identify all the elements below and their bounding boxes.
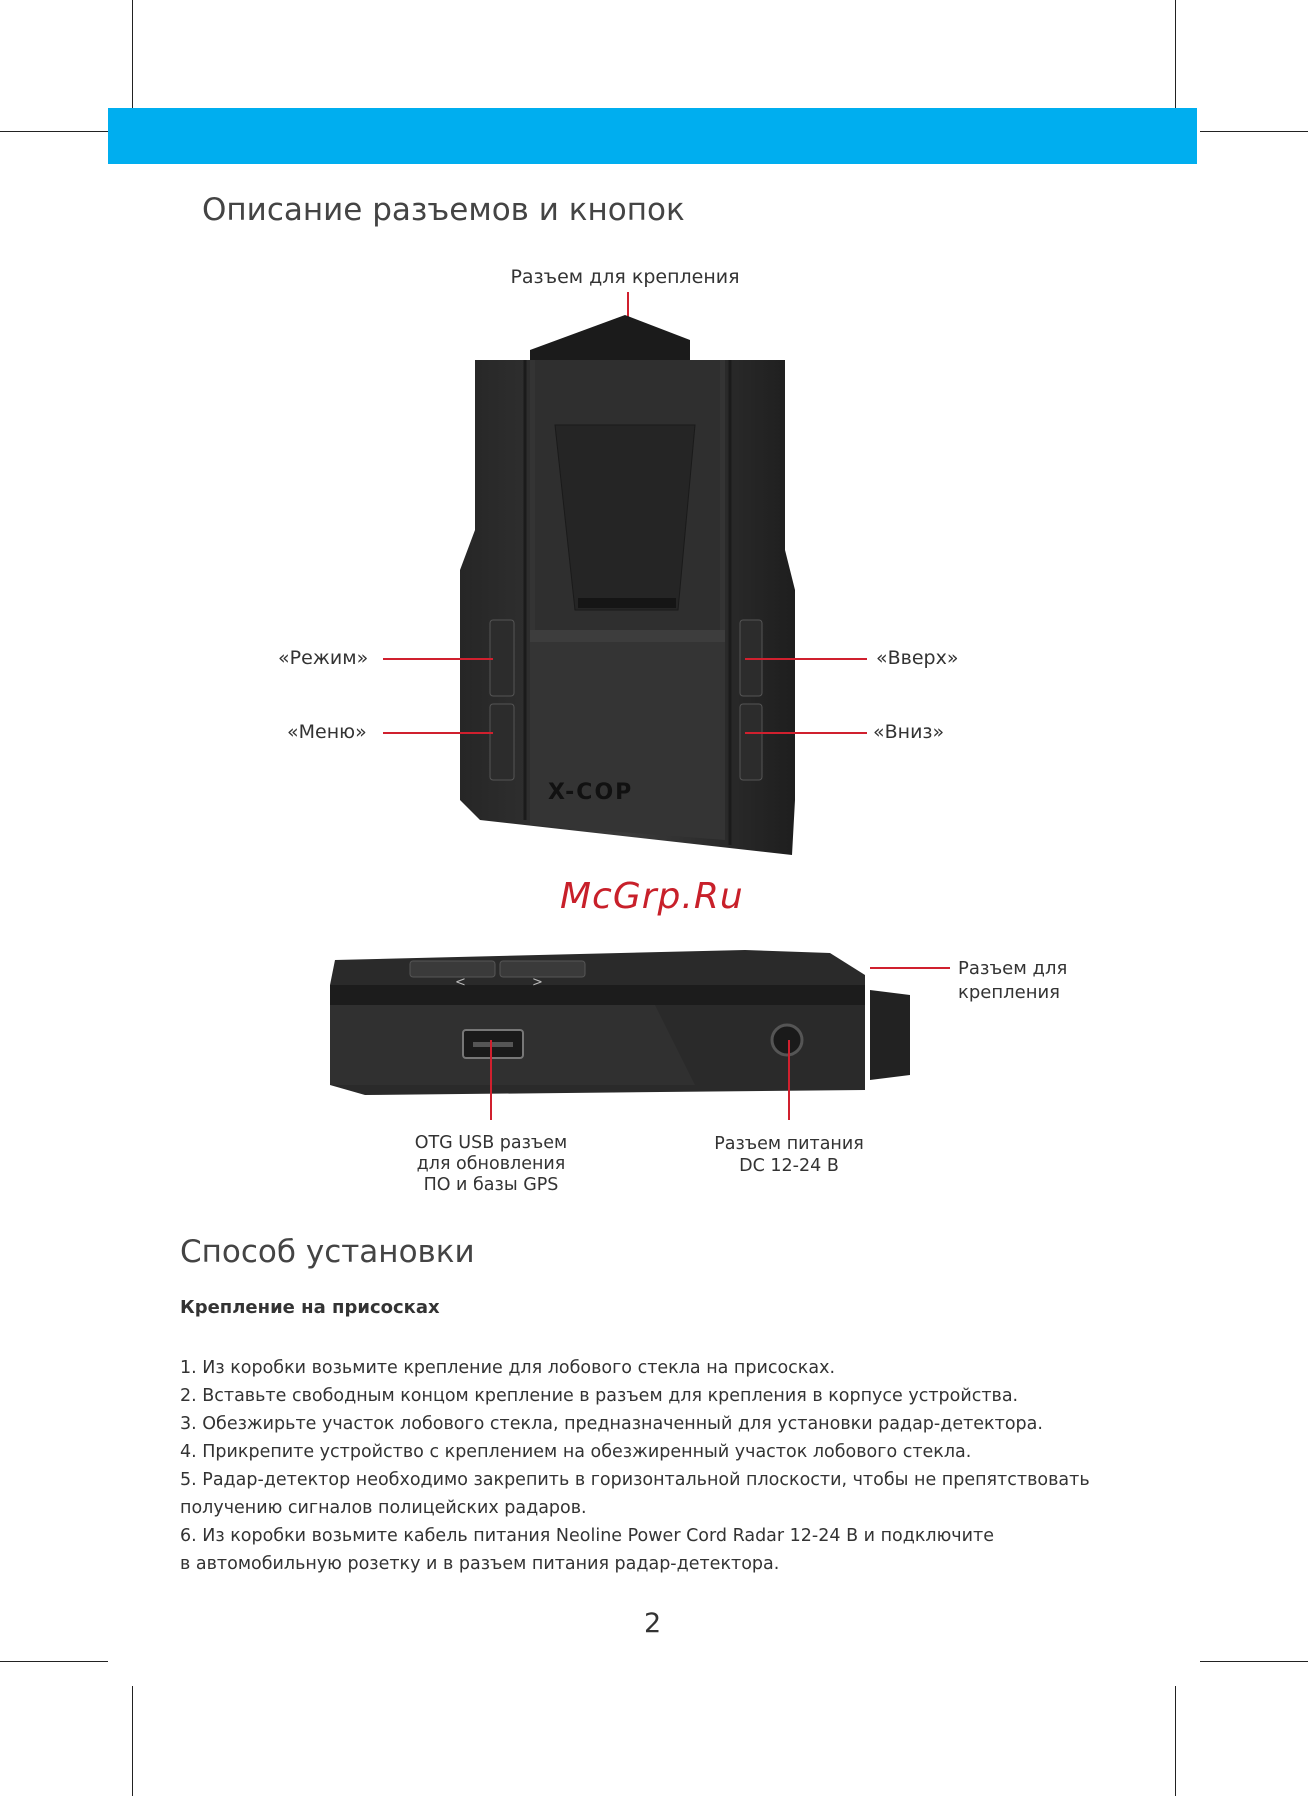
callout-line [745, 658, 867, 660]
list-item: 4. Прикрепите устройство с креплением на обезжиренный участок лобового стекла. [180, 1442, 972, 1462]
down-label: «Вниз» [873, 721, 945, 743]
usb-label-line3: ПО и базы GPS [423, 1175, 559, 1195]
up-label: «Вверх» [876, 647, 959, 669]
list-item: 6. Из коробки возьмите кабель питания Neoline Power Cord Radar 12-24 В и подключите [180, 1526, 994, 1546]
header-band [108, 108, 1197, 164]
side-mount-label [958, 957, 1067, 1005]
install-title: Способ установки [180, 1234, 475, 1270]
list-item: получению сигналов полицейских радаров. [180, 1498, 587, 1518]
crop-mark [1200, 131, 1308, 132]
power-label-line1: Разъем питания [714, 1134, 864, 1154]
brand-logo: X-COP [548, 780, 634, 805]
callout-line [490, 1040, 492, 1120]
callout-line [383, 658, 493, 660]
side-right-button-glyph: > [532, 975, 543, 990]
crop-mark [1175, 0, 1176, 108]
list-item: 2. Вставьте свободным концом крепление в разъем для крепления в корпусе устройства. [180, 1386, 1019, 1406]
callout-line [788, 1040, 790, 1120]
menu-label: «Меню» [287, 721, 367, 743]
crop-mark [1200, 1661, 1308, 1662]
crop-mark [132, 1686, 133, 1796]
watermark: McGrp.Ru [560, 876, 744, 917]
power-label-line2: DC 12-24 В [739, 1156, 839, 1176]
mode-label: «Режим» [278, 647, 369, 669]
list-item: 5. Радар-детектор необходимо закрепить в горизонтальной плоскости, чтобы не препятствовать [180, 1470, 1090, 1490]
side-left-button [410, 961, 495, 977]
page-title: Описание разъемов и кнопок [202, 192, 685, 228]
mount-plate [555, 425, 695, 610]
crop-mark [1175, 1686, 1176, 1796]
power-port [772, 1025, 802, 1055]
side-mount-label-line1: Разъем для [958, 958, 1068, 979]
usb-label-line1: OTG USB разъем [414, 1133, 568, 1153]
install-subtitle: Крепление на присосках [180, 1297, 440, 1318]
menu-button-shape [490, 704, 514, 780]
callout-line [383, 732, 493, 734]
side-mount-label-line2: крепления [958, 982, 1061, 1003]
list-item: в автомобильную розетку и в разъем питания радар-детектора. [180, 1554, 780, 1574]
crop-mark [132, 0, 133, 108]
list-item: 1. Из коробки возьмите крепление для лобового стекла на присосках. [180, 1358, 836, 1378]
mount-label: Разъем для крепления [510, 266, 740, 288]
down-button-shape [740, 704, 762, 780]
device-side-view [325, 945, 915, 1095]
crop-mark [0, 1661, 108, 1662]
usb-port-label [380, 1133, 602, 1196]
mode-button-shape [490, 620, 514, 696]
device-top-view [440, 300, 820, 860]
page-number: 2 [644, 1608, 662, 1639]
install-steps [180, 1354, 1180, 1578]
mount-block [870, 990, 910, 1080]
power-port-label [680, 1133, 898, 1177]
usb-label-line2: для обновления [416, 1154, 566, 1174]
callout-line [870, 967, 950, 969]
side-left-button-glyph: < [455, 975, 466, 990]
crop-mark [0, 131, 108, 132]
list-item: 3. Обезжирьте участок лобового стекла, предназначенный для установки радар-детектора. [180, 1414, 1043, 1434]
callout-line [745, 732, 867, 734]
